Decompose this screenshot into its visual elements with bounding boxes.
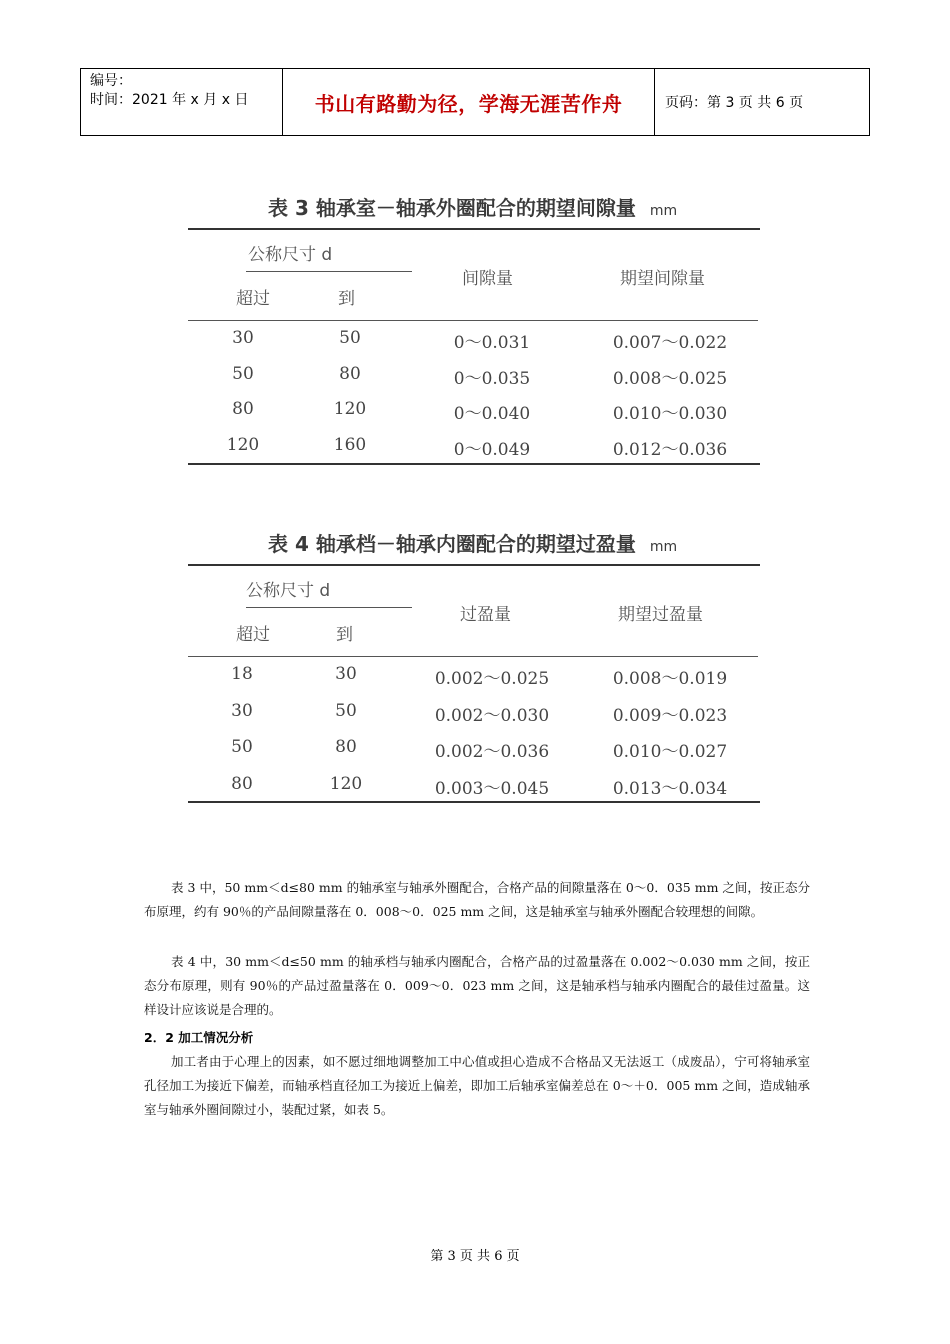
table-cell: 30 [335, 664, 357, 684]
table-cell: 160 [333, 434, 367, 455]
table-4-top-rule [188, 564, 760, 566]
table-cell: 120 [333, 399, 367, 419]
table-cell: 0.002～0.030 [434, 705, 550, 726]
table-cell: 0.009～0.023 [612, 705, 728, 726]
table-cell: 0～0.035 [453, 368, 531, 389]
table-4-sub-rule [246, 607, 412, 608]
table-4-head-over: 超过 [236, 625, 270, 645]
table-cell: 120 [329, 773, 363, 794]
paragraph-1: 表 3 中，50 mm＜d≤80 mm 的轴承室与轴承外圈配合，合格产品的间隙量落在 0～0．035 mm 之间，按正态分布原理，约有 90％的产品间隙量落在 0．008～0．025 mm 之间，这是轴承室与轴承外圈配合较理想的间隙。 [144, 880, 810, 919]
table-cell: 0.003～0.045 [434, 778, 550, 799]
table-3-title [268, 192, 677, 221]
table-3-head-col4: 期望间隙量 [620, 269, 705, 289]
table-4-mid-rule [188, 656, 758, 657]
table-cell: 0～0.040 [453, 404, 531, 424]
table-cell: 50 [339, 328, 361, 348]
table-cell: 0～0.031 [453, 333, 531, 353]
table-cell: 0～0.049 [453, 439, 531, 460]
table-4-unit: mm [649, 539, 678, 555]
paragraph-3: 加工者由于心理上的因素，如不愿过细地调整加工中心值或担心造成不合格品又无法返工（成废品），宁可将轴承室孔径加工为接近下偏差，而轴承档直径加工为接近上偏差，即加工后轴承室偏差总在 0～＋0．005 mm 之间，造成轴承室与轴承外圈间隙过小，装配过紧，如表 5。 [144, 1054, 810, 1117]
table-cell: 30 [231, 700, 253, 721]
table-4-bottom-rule [188, 801, 760, 803]
table-cell: 80 [231, 773, 253, 794]
table-4-head-to: 到 [336, 625, 353, 645]
table-3-head-over: 超过 [236, 289, 270, 309]
table-3-bottom-rule [188, 463, 760, 465]
table-4-head-col4: 期望过盈量 [618, 605, 703, 625]
table-cell: 0.012～0.036 [612, 439, 728, 460]
page-header [80, 68, 870, 136]
table-cell: 30 [232, 328, 254, 348]
table-3-head-nominal: 公称尺寸 d [248, 245, 333, 265]
table-4-head-nominal: 公称尺寸 d [246, 581, 331, 601]
table-cell: 0.008～0.019 [612, 669, 728, 689]
table-cell: 0.007～0.022 [612, 333, 728, 353]
table-3-unit: mm [649, 203, 678, 219]
table-3-mid-rule [188, 320, 758, 321]
table-cell: 50 [232, 363, 254, 384]
table-cell: 0.002～0.036 [434, 742, 550, 762]
table-cell: 0.010～0.030 [612, 404, 728, 424]
table-3-sub-rule [246, 271, 412, 272]
table-cell: 80 [339, 363, 361, 384]
section-heading: 2．2 加工情况分析 [144, 1030, 254, 1045]
table-3-title-text: 表 3 轴承室－轴承外圈配合的期望间隙量 [268, 196, 636, 220]
table-4-head-col3: 过盈量 [460, 605, 511, 625]
table-cell: 0.010～0.027 [612, 742, 728, 762]
table-cell: 50 [335, 700, 357, 721]
header-info [81, 69, 283, 135]
table-cell: 80 [232, 399, 254, 419]
table-3-head-col3: 间隙量 [462, 269, 513, 289]
table-cell: 80 [335, 737, 357, 757]
table-cell: 0.013～0.034 [612, 778, 728, 799]
table-cell: 18 [231, 664, 253, 684]
paragraph-2: 表 4 中，30 mm＜d≤50 mm 的轴承档与轴承内圈配合，合格产品的过盈量落在 0.002～0.030 mm 之间，按正态分布原理，则有 90％的产品过盈量落在 0．009～0．023 mm 之间，这是轴承档与轴承内圈配合的最佳过盈量。这样设计应该说是合理的。 [144, 954, 810, 1017]
table-4-title [268, 528, 677, 557]
table-3-head-to: 到 [338, 289, 355, 309]
doc-time-label: 时间：2021 年 x 月 x 日 [90, 92, 249, 108]
table-4-title-text: 表 4 轴承档－轴承内圈配合的期望过盈量 [268, 532, 636, 556]
table-cell: 120 [226, 434, 260, 455]
page-footer: 第 3 页 共 6 页 [430, 1249, 520, 1264]
table-cell: 50 [231, 737, 253, 757]
table-cell: 0.002～0.025 [434, 669, 550, 689]
table-cell: 0.008～0.025 [612, 368, 728, 389]
doc-number-label: 编号： [90, 73, 132, 89]
header-page-label: 页码：第 3 页 共 6 页 [665, 95, 804, 111]
header-motto: 书山有路勤为径，学海无涯苦作舟 [283, 69, 655, 135]
table-3-top-rule [188, 228, 760, 230]
